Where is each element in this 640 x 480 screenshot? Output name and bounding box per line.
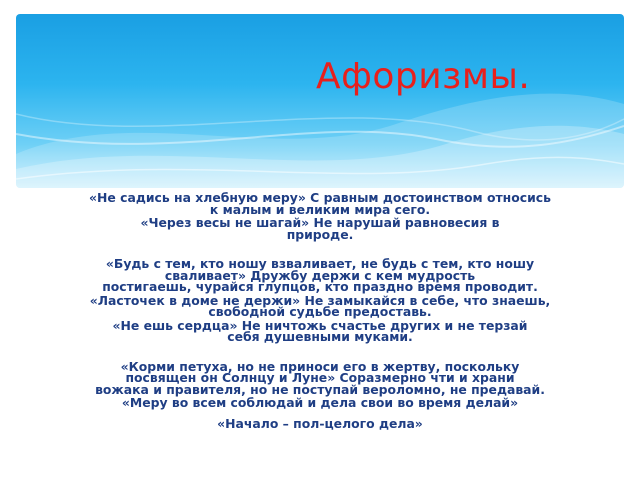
aphorism-item [60,217,580,240]
slide-title: Афоризмы. [316,56,531,97]
aphorism-list [60,192,580,429]
aphorism-line: «Ласточек в доме не держи» Не замыкайся в себе, что знаешь, [89,292,551,308]
aphorism-line: «Начало – пол-целого дела» [217,415,423,431]
aphorism-line: «Не садись на хлебную меру» С равным достоинством относись [89,190,551,205]
aphorism-item [60,317,580,344]
aphorism-item [60,292,580,319]
title-banner [16,14,624,188]
aphorism-line: «Корми петуха, но не приноси его в жертву, поскольку [120,358,520,374]
aphorism-item [60,358,580,397]
aphorism-item [60,192,580,215]
aphorism-line: постигаешь, чурайся глупцов, кто праздно время проводит. [102,279,538,294]
banner-waves [16,14,624,188]
aphorism-line: «Не ешь сердца» Не ничтожь счастье других и не терзай [112,317,528,333]
aphorism-line: к малым и великим мира сего. [209,201,431,217]
aphorism-line: вожака и правителя, но не поступай вероломно, не предавай. [95,381,545,397]
aphorism-line: «Через весы не шагай» Не нарушай равновесия в [140,215,500,230]
aphorism-line: природе. [286,226,354,242]
aphorism-line: «Меру во всем соблюдай и дела свои во время делай» [121,395,519,410]
aphorism-line: себя душевными муками. [227,329,413,344]
aphorism-line: свободной судьбе предоставь. [208,304,432,319]
aphorism-line: посвящен он Солнцу и Луне» Соразмерно чти и храни [125,370,515,385]
aphorism-line: сваливает» Дружбу держи с кем мудрость [164,267,476,283]
aphorism-item [60,415,580,431]
aphorism-item [60,397,580,409]
aphorism-item [60,258,580,293]
aphorism-line: «Будь с тем, кто ношу взваливает, не будь с тем, кто ношу [105,256,535,271]
